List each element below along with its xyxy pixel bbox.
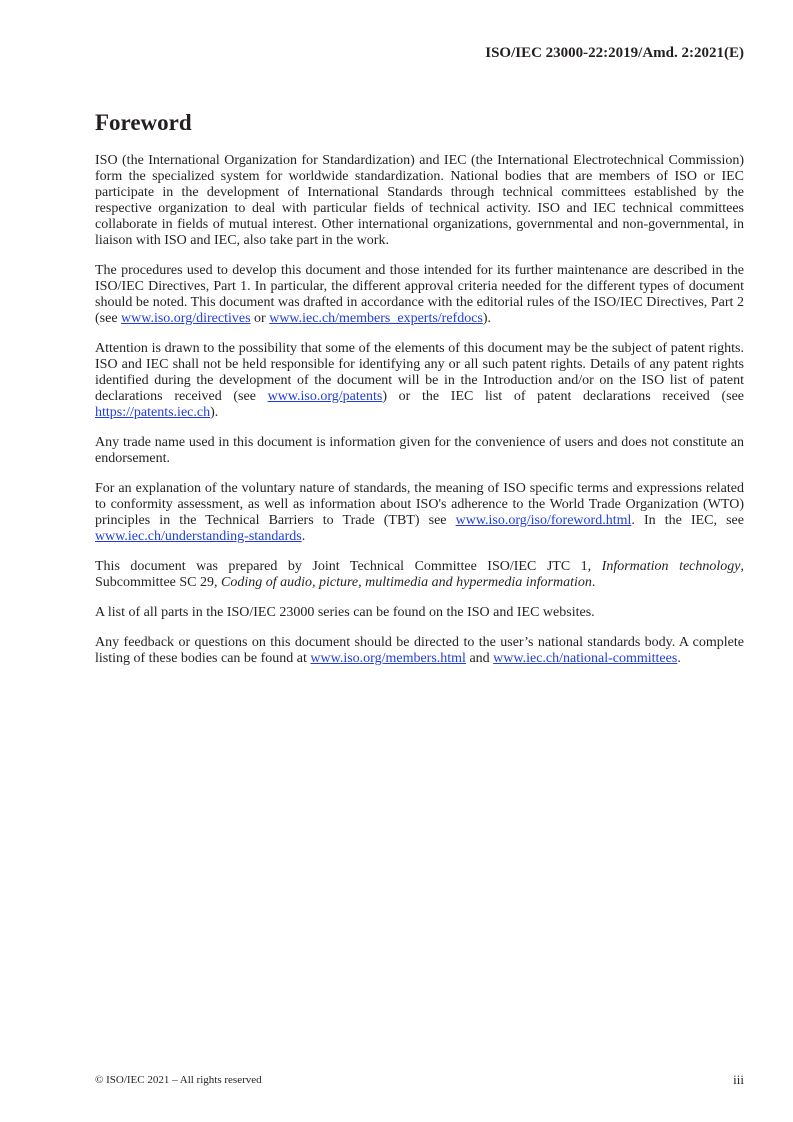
link-iec-patents[interactable]: https://patents.iec.ch (95, 405, 211, 420)
paragraph-parts-list: A list of all parts in the ISO/IEC 23000 series can be found on the ISO and IEC websites. (95, 605, 595, 620)
paragraph-voluntary-nature (95, 481, 744, 545)
text: Attention is drawn to the possibility that some of the elements of this document may be the subject of patent rights. ISO and IEC shall not be held responsible for identifying any or all such patent rights. Details of any patent rights identified during the development of the document will be in the Introduction and/or on the ISO list of patent declarations received (see (95, 341, 744, 404)
link-iec-national-committees[interactable]: www.iec.ch/national-committees (493, 651, 678, 666)
text: ). (210, 405, 219, 420)
copyright-footer: © ISO/IEC 2021 – All rights reserved (95, 1074, 262, 1086)
subcommittee-name: Coding of audio, picture, multimedia and hypermedia information (221, 575, 592, 590)
link-iso-directives[interactable]: www.iso.org/directives (121, 311, 251, 326)
text: . (677, 651, 681, 666)
link-iec-refdocs[interactable]: www.iec.ch/members_experts/refdocs (269, 311, 483, 326)
text: . In the IEC, see (631, 513, 744, 528)
document-id-header: ISO/IEC 23000-22:2019/Amd. 2:2021(E) (485, 45, 744, 61)
text: , Subcommittee SC 29, (95, 559, 744, 590)
link-iso-foreword[interactable]: www.iso.org/iso/foreword.html (455, 513, 632, 528)
paragraph-patents (95, 341, 744, 421)
link-iso-patents[interactable]: www.iso.org/patents (267, 389, 383, 404)
committee-name: Information technology (601, 559, 741, 574)
text: The procedures used to develop this document and those intended for its further maintenance are described in the ISO/IEC Directives, Part 1. In particular, the different approval criteria needed for the different types of document should be noted. This document was drafted in accordance with the editorial rules of the ISO/IEC Directives, Part 2 (see (95, 263, 744, 326)
paragraph-iso-iec: ISO (the International Organization for Standardization) and IEC (the International Electrotechnical Commission) form the specialized system for worldwide standardization. National bodies that are members of ISO or IEC participate in the development of International Standards through technical committees established by the respective organization to deal with particular fields of technical activity. ISO and IEC technical committees collaborate in fields of mutual interest. Other international organizations, governmental and non-governmental, in liaison with ISO and IEC, also take part in the work. (95, 153, 744, 248)
paragraph-feedback (95, 635, 744, 667)
text: ) or the IEC list of patent declarations received (see (382, 389, 744, 404)
link-iso-members[interactable]: www.iso.org/members.html (310, 651, 466, 666)
text: and (465, 651, 494, 666)
text: Any feedback or questions on this document should be directed to the user’s national standards body. A complete listing of these bodies can be found at (95, 635, 744, 666)
link-iec-understanding-standards[interactable]: www.iec.ch/understanding-standards (95, 529, 302, 544)
text: This document was prepared by Joint Technical Committee ISO/IEC JTC 1, (95, 559, 602, 574)
text: ). (482, 311, 492, 326)
paragraph-prepared-by (95, 559, 744, 591)
page-number: iii (733, 1072, 744, 1087)
foreword-body (95, 153, 744, 681)
text: . (301, 529, 306, 544)
text: . (591, 575, 596, 590)
paragraph-procedures (95, 263, 744, 327)
text: For an explanation of the voluntary nature of standards, the meaning of ISO specific terms and expressions related to conformity assessment, as well as information about ISO's adherence to the World Trade Organization (WTO) principles in the Technical Barriers to Trade (TBT) see (95, 481, 744, 528)
paragraph-trade-name: Any trade name used in this document is information given for the convenience of users and does not constitute an endorsement. (95, 435, 744, 466)
text: or (250, 311, 270, 326)
page-title: Foreword (95, 110, 192, 135)
